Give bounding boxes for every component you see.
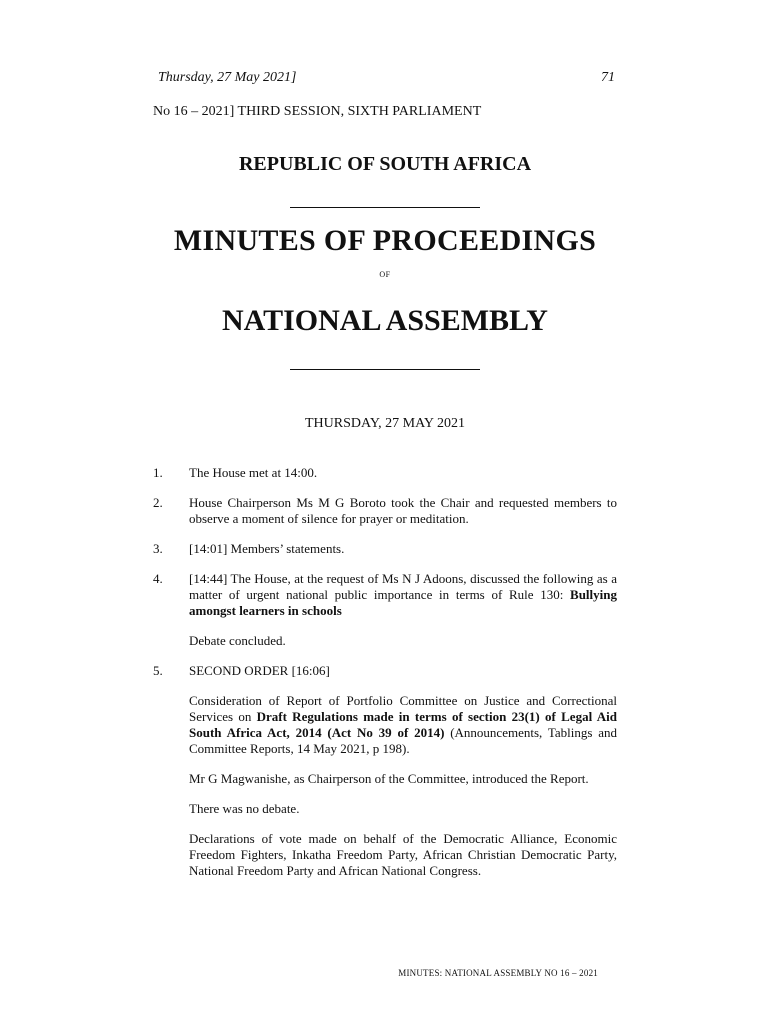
item-number: 2. — [153, 495, 163, 510]
item-text: The House met at 14:00. — [189, 465, 318, 480]
minute-item-2 — [153, 495, 617, 527]
consideration-text — [189, 693, 617, 757]
no-debate-text: There was no debate. — [189, 801, 300, 816]
page-number: 71 — [601, 70, 615, 85]
introduction-text: Mr G Magwanishe, as Chairperson of the Committee, introduced the Report. — [189, 771, 589, 786]
debate-topic: Bullying amongst learners in schools — [189, 587, 617, 618]
page-footer: MINUTES: NATIONAL ASSEMBLY NO 16 – 2021 — [398, 968, 598, 978]
item-text: [14:01] Members’ statements. — [189, 541, 345, 556]
consideration-pre: Consideration of Report of Portfolio Committee on Justice and Correctional Services on — [189, 693, 617, 724]
sitting-date: THURSDAY, 27 MAY 2021 — [304, 416, 465, 431]
minutes-items — [153, 465, 617, 893]
declarations-text: Declarations of vote made on behalf of the Democratic Alliance, Economic Freedom Fighters, Inkatha Freedom Party, African Christian Democratic Party, National Freedom Party and African National Congress. — [189, 831, 617, 878]
item-number: 3. — [153, 541, 163, 556]
divider-top — [290, 207, 480, 208]
item-number: 1. — [153, 465, 163, 480]
item-text-main: [14:44] The House, at the request of Ms N J Adoons, discussed the following as a matter of urgent national public importance in terms of Rule 130: — [189, 571, 617, 602]
country-title: REPUBLIC OF SOUTH AFRICA — [238, 153, 532, 175]
minute-item-1 — [153, 465, 617, 481]
divider-bottom — [290, 369, 480, 370]
item-number: 5. — [153, 663, 163, 678]
order-heading: SECOND ORDER [16:06] — [189, 663, 330, 678]
minute-item-3 — [153, 541, 617, 557]
consideration-post: (Announcements, Tablings and Committee Reports, 14 May 2021, p 198). — [189, 725, 617, 756]
debate-concluded: Debate concluded. — [189, 633, 286, 648]
minute-item-4 — [153, 571, 617, 649]
of-label: OF — [379, 270, 391, 279]
session-line: No 16 – 2021] THIRD SESSION, SIXTH PARLIAMENT — [153, 104, 482, 119]
minute-item-5 — [153, 663, 617, 879]
running-header-date: Thursday, 27 May 2021] — [158, 70, 297, 85]
item-number: 4. — [153, 571, 163, 586]
minutes-title: MINUTES OF PROCEEDINGS — [173, 224, 597, 257]
item-text — [189, 571, 617, 619]
assembly-title: NATIONAL ASSEMBLY — [222, 304, 548, 337]
item-text: House Chairperson Ms M G Boroto took the Chair and requested members to observe a moment of silence for prayer or meditation. — [189, 495, 617, 526]
regulations-title: Draft Regulations made in terms of section 23(1) of Legal Aid South Africa Act, 2014 (Act No 39 of 2014) — [189, 709, 617, 740]
